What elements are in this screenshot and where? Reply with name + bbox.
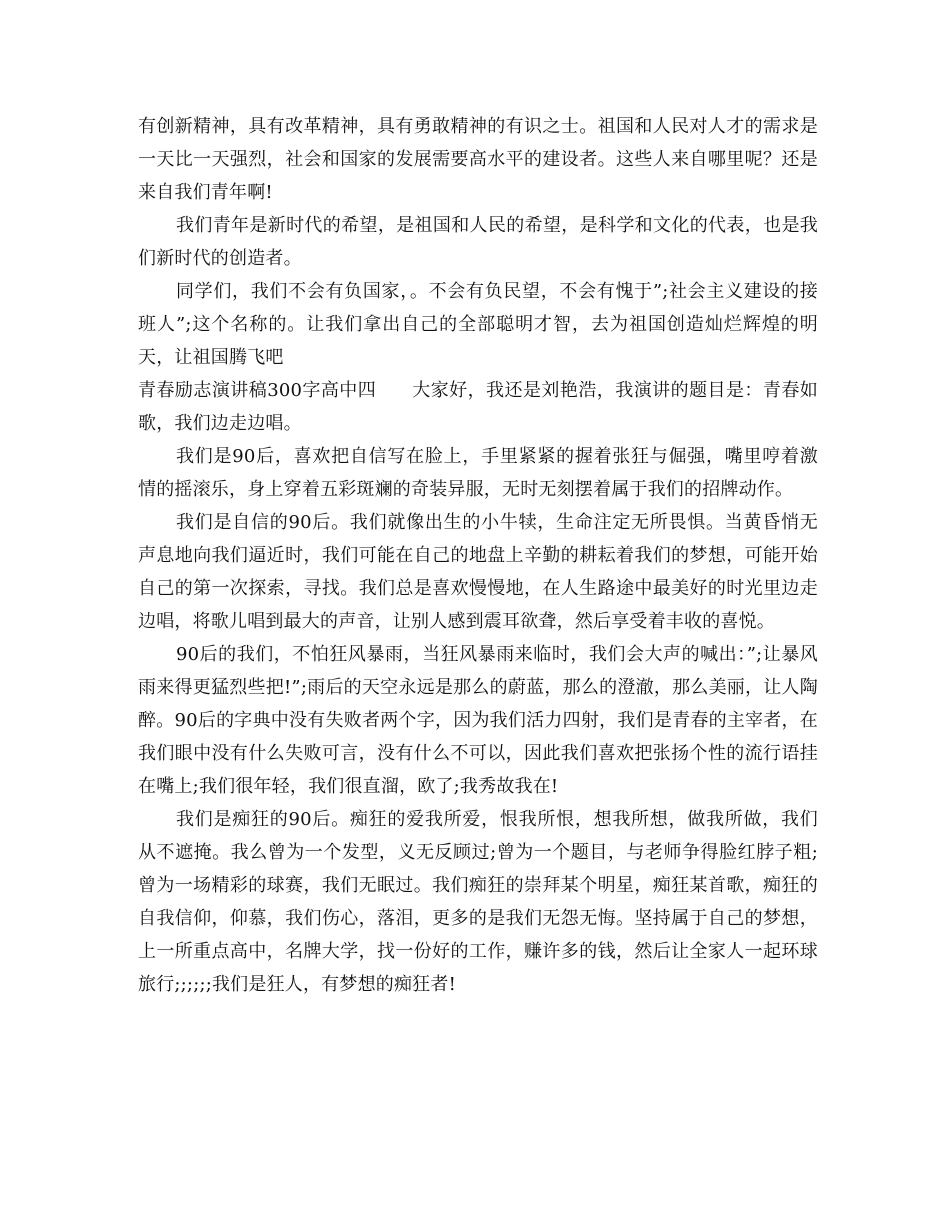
paragraph-3: 同学们，我们不会有负国家，。不会有负民望，不会有愧于”;社会主义建设的接班人”;这个名称的。让我们拿出自己的全部聪明才智，去为祖国创造灿烂辉煌的明天，让祖国腾飞吧 (138, 281, 818, 368)
paragraph-8: 我们是痴狂的90后。痴狂的爱我所爱，恨我所恨，想我所想，做我所做，我们从不遮掩。我么曾为一个发型，义无反顾过;曾为一个题目，与老师争得脸红脖子粗;曾为一场精彩的球赛，我们无眠过。我们痴狂的崇拜某个明星，痴狂某首歌，痴狂的自我信仰，仰慕，我们伤心，落泪，更多的是我们无怨无悔。坚持属于自己的梦想，上一所重点高中，名牌大学，找一份好的工作，赚许多的钱，然后让全家人一起环球旅行;;;;;;我们是狂人，有梦想的痴狂者! (138, 809, 818, 995)
section-heading-line (138, 374, 818, 440)
paragraph-6: 我们是自信的90后。我们就像出生的小牛犊，生命注定无所畏惧。当黄昏悄无声息地向我们逼近时，我们可能在自己的地盘上辛勤的耕耘着我们的梦想，可能开始自己的第一次探索，寻找。我们总是喜欢慢慢地，在人生路途中最美好的时光里边走边唱，将歌儿唱到最大的声音，让别人感到震耳欲聋，然后享受着丰收的喜悦。 (138, 512, 818, 632)
section-title: 青春励志演讲稿300字高中四 (138, 380, 377, 401)
document-body (138, 110, 818, 1001)
paragraph-5: 我们是90后，喜欢把自信写在脸上，手里紧紧的握着张狂与倔强，嘴里哼着激情的摇滚乐，身上穿着五彩斑斓的奇装异服，无时无刻摆着属于我们的招牌动作。 (138, 446, 818, 500)
paragraph-2: 我们青年是新时代的希望，是祖国和人民的希望，是科学和文化的代表，也是我们新时代的创造者。 (138, 215, 818, 269)
paragraph-7: 90后的我们，不怕狂风暴雨，当狂风暴雨来临时，我们会大声的喊出：”;让暴风雨来得更猛烈些把!”;雨后的天空永远是那么的蔚蓝，那么的澄澈，那么美丽，让人陶醉。90后的字典中没有失败者两个字，因为我们活力四射，我们是青春的主宰者，在我们眼中没有什么失败可言，没有什么不可以，因此我们喜欢把张扬个性的流行语挂在嘴上;我们很年轻，我们很直溜，欧了;我秀故我在! (138, 644, 818, 797)
paragraph-1: 有创新精神，具有改革精神，具有勇敢精神的有识之士。祖国和人民对人才的需求是一天比一天强烈，社会和国家的发展需要高水平的建设者。这些人来自哪里呢？还是来自我们青年啊! (138, 116, 818, 203)
section-intro-text: 大家好，我还是刘艳浩，我演讲的题目是：青春如歌，我们边走边唱。 (138, 380, 819, 434)
